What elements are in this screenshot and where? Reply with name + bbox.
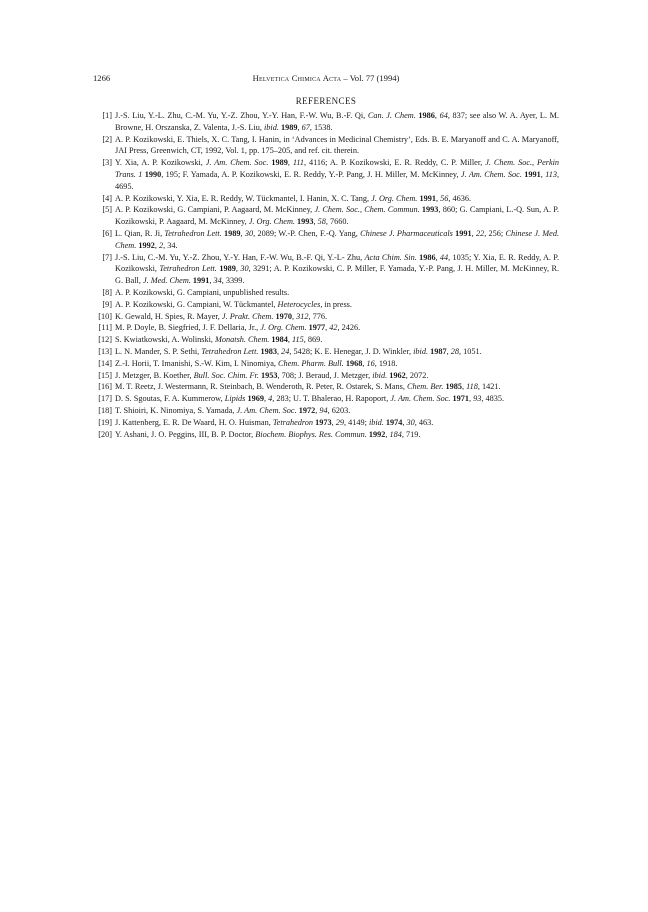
reference-text: J.-S. Liu, C.-M. Yu, Y.-Z. Zhou, Y.-Y. Han, F.-W. Wu, B.-F. Qi, Y.-L- Zhu, Acta Chim. Sin. 1986, 44, 1035; Y. Xia, E. R. Reddy, A. P. Kozikowski, Tetrahedron Lett. 1989, 30, 3291; A. P. Kozikowski, C. P. Miller, F. Yamada, Y.-P. Pang, J. H. Miller, M. McKinney, R. G. Ball, J. Med. Chem. 1991, 34, 3399. [115, 252, 560, 286]
reference-number: [6] [102, 228, 112, 238]
reference-number: [12] [98, 335, 112, 345]
reference-text: M. P. Doyle, B. Siegfried, J. F. Dellaria, Jr., J. Org. Chem. 1977, 42, 2426. [115, 323, 361, 333]
reference-item [93, 193, 559, 205]
reference-text: L. Qian, R. Ji, Tetrahedron Lett. 1989, 30, 2089; W.-P. Chen, F.-Q. Yang, Chinese J. Pharmaceuticals 1991, 22, 256; Chinese J. Med. Chem. 1992, 2, 34. [115, 228, 560, 250]
reference-item [93, 370, 559, 382]
page-number: 1266 [93, 73, 111, 83]
reference-text: J.-S. Liu, Y.-L. Zhu, C.-M. Yu, Y.-Z. Zhou, Y.-Y. Han, F.-W. Wu, B.-F. Qi, Can. J. Chem. 1986, 64, 837; see also W. A. Ayer, L. M. Browne, H. Orszanska, Z. Valenta, J.-S. Liu, ibid. 1989, 67, 1538. [115, 111, 559, 132]
reference-item [93, 228, 559, 252]
reference-number: [13] [98, 346, 112, 356]
journal-name: Helvetica Chimica Acta [252, 73, 342, 83]
reference-number: [3] [102, 158, 112, 168]
reference-text: T. Shioiri, K. Ninomiya, S. Yamada, J. Am. Chem. Soc. 1972, 94, 6203. [115, 405, 351, 415]
reference-item [93, 299, 559, 311]
reference-item [93, 417, 559, 429]
reference-number: [10] [98, 311, 112, 321]
reference-number: [9] [102, 299, 112, 309]
reference-number: [15] [98, 370, 112, 380]
reference-text: D. S. Sgoutas, F. A. Kummerow, Lipids 1969, 4, 283; U. T. Bhalerao, H. Rapoport, J. Am. Chem. Soc. 1971, 93, 4835. [115, 394, 505, 404]
reference-item [93, 358, 559, 370]
reference-text: S. Kwiatkowski, A. Wolinski, Monatsh. Chem. 1984, 115, 869. [115, 335, 323, 345]
reference-item [93, 429, 559, 441]
reference-text: Z.-I. Horii, T. Imanishi, S.-W. Kim, I. Ninomiya, Chem. Pharm. Bull. 1968, 16, 1918. [115, 358, 398, 368]
reference-text: A. P. Kozikowski, G. Campiani, W. Tückmantel, Heterocycles, in press. [115, 299, 352, 309]
reference-text: A. P. Kozikowski, G. Campiani, unpublished results. [115, 287, 290, 297]
reference-item [93, 287, 559, 299]
reference-item [93, 322, 559, 334]
reference-number: [1] [102, 111, 112, 120]
reference-list [93, 110, 559, 440]
reference-number: [8] [102, 287, 112, 297]
reference-number: [17] [98, 394, 112, 404]
reference-text: M. T. Reetz, J. Westermann, R. Steinbach, B. Wenderoth, R. Peter, R. Ostarek, S. Mans, Chem. Ber. 1985, 118, 1421. [115, 382, 501, 392]
reference-text: L. N. Mander, S. P. Sethi, Tetrahedron Lett. 1983, 24, 5428; K. E. Henegar, J. D. Winkler, ibid. 1987, 28, 1051. [115, 346, 482, 356]
reference-number: [2] [102, 134, 112, 144]
reference-number: [16] [98, 382, 112, 392]
reference-item [93, 381, 559, 393]
reference-item [93, 157, 559, 192]
volume-info: Vol. 77 (1994) [349, 73, 400, 83]
reference-item [93, 311, 559, 323]
running-header [93, 71, 559, 85]
reference-item [93, 393, 559, 405]
reference-number: [19] [98, 417, 112, 427]
reference-text: J. Metzger, B. Koether, Bull. Soc. Chim. Fr. 1953, 708; J. Beraud, J. Metzger, ibid. 1962, 2072. [115, 370, 429, 380]
reference-number: [7] [102, 252, 112, 262]
reference-text: K. Gewald, H. Spies, R. Mayer, J. Prakt. Chem. 1970, 312, 776. [115, 311, 328, 321]
reference-number: [18] [98, 405, 112, 415]
journal-line [93, 71, 559, 85]
reference-item [93, 204, 559, 228]
reference-text: Y. Ashani, J. O. Peggins, III, B. P. Doctor, Biochem. Biophys. Res. Commun. 1992, 184, 719. [115, 429, 421, 439]
reference-item [93, 110, 559, 134]
reference-number: [20] [98, 429, 112, 439]
reference-item [93, 134, 559, 158]
reference-item [93, 252, 559, 287]
references-heading: REFERENCES [295, 96, 357, 106]
reference-text: A. P. Kozikowski, G. Campiani, P. Aagaard, M. McKinney, J. Chem. Soc., Chem. Commun. 1993, 860; G. Campiani, L.-Q. Sun, A. P. Kozikowski, P. Aagaard, M. McKinney, J. Org. Chem. 1993, 58, 7660. [115, 205, 559, 227]
reference-text: J. Kattenberg, E. R. De Waard, H. O. Huisman, Tetrahedron 1973, 29, 4149; ibid. 1974, 30, 463. [115, 417, 434, 427]
reference-text: Y. Xia, A. P. Kozikowski, J. Am. Chem. Soc. 1989, 111, 4116; A. P. Kozikowski, E. R. Reddy, C. P. Miller, J. Chem. Soc., Perkin Trans. 1 1990, 195; F. Yamada, A. P. Kozikowski, E. R. Reddy, Y.-P. Pang, J. H. Miller, M. McKinney, J. Am. Chem. Soc. 1991, 113, 4695. [115, 158, 560, 191]
reference-number: [11] [98, 323, 112, 333]
reference-number: [4] [102, 193, 112, 203]
reference-item [93, 405, 559, 417]
reference-item [93, 334, 559, 346]
reference-text: A. P. Kozikowski, E. Thiels, X. C. Tang, I. Hanin, in ‘Advances in Medicinal Chemistry’, Eds. B. E. Maryanoff and C. A. Maryanoff, JAI Press, Greenwich, CT, 1992, Vol. 1, pp. 175–205, and ref. cit. therein. [115, 134, 559, 156]
reference-item [93, 346, 559, 358]
reference-number: [5] [102, 205, 112, 215]
reference-number: [14] [98, 358, 112, 368]
header-separator: – [343, 73, 350, 83]
reference-text: A. P. Kozikowski, Y. Xia, E. R. Reddy, W. Tückmantel, I. Hanin, X. C. Tang, J. Org. Chem. 1991, 56, 4636. [115, 193, 471, 203]
